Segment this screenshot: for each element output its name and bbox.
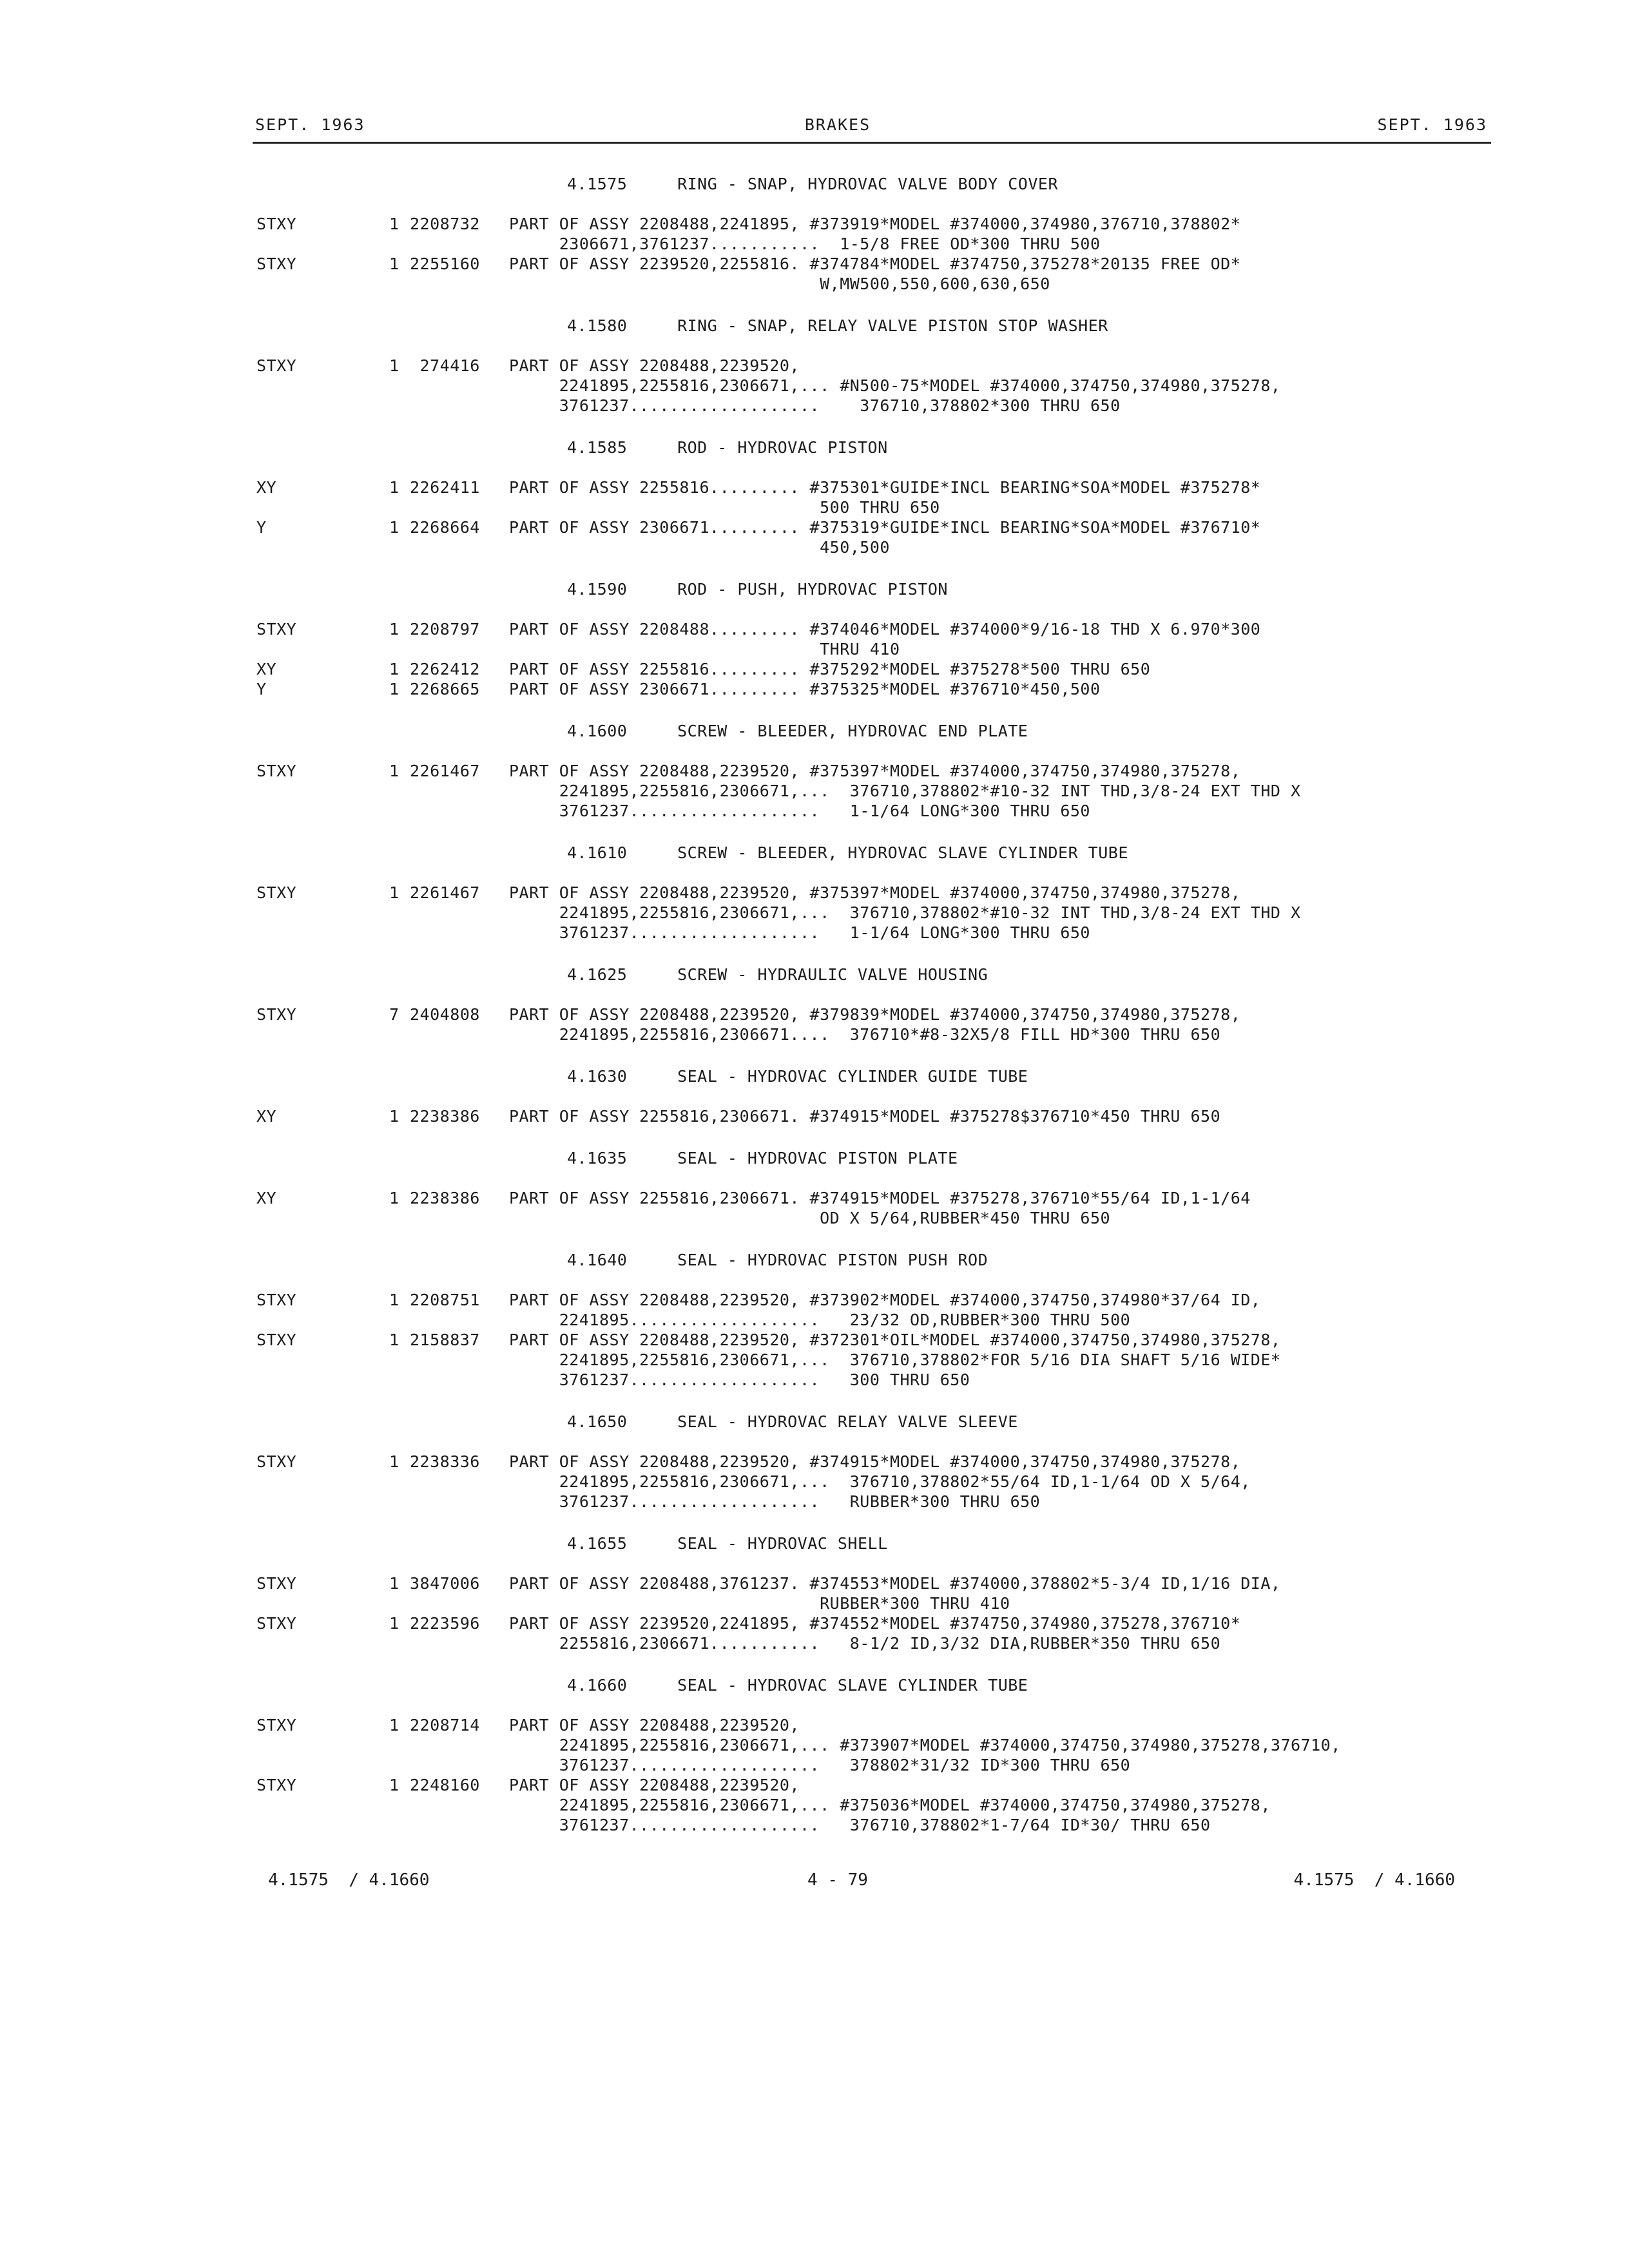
part-number: 2158837 bbox=[410, 1331, 480, 1349]
model-code: STXY bbox=[256, 1005, 297, 1024]
model-code: STXY bbox=[256, 1574, 297, 1593]
description-line: W,MW500,550,600,630,650 bbox=[509, 274, 1050, 293]
quantity: 1 bbox=[389, 1189, 400, 1207]
quantity: 1 bbox=[389, 680, 400, 698]
model-code: STXY bbox=[256, 1452, 297, 1471]
model-code: STXY bbox=[256, 255, 297, 273]
description-line: 3761237................... 376710,378802*1-7/64 ID*30/ THRU 650 bbox=[509, 1816, 1211, 1834]
quantity: 1 bbox=[389, 356, 400, 375]
part-number: 2262412 bbox=[410, 660, 480, 678]
model-code: STXY bbox=[256, 762, 297, 780]
model-code: STXY bbox=[256, 1776, 297, 1794]
quantity: 1 bbox=[389, 1614, 400, 1633]
description-line: PART OF ASSY 2255816,2306671. #374915*MODEL #375278$376710*450 THRU 650 bbox=[509, 1107, 1221, 1126]
description-line: OD X 5/64,RUBBER*450 THRU 650 bbox=[509, 1209, 1111, 1227]
quantity: 1 bbox=[389, 1716, 400, 1735]
description-line: 2241895,2255816,2306671.... 376710*#8-32X5/8 FILL HD*300 THRU 650 bbox=[509, 1025, 1221, 1044]
section-heading: 4.1580 RING - SNAP, RELAY VALVE PISTON STOP WASHER bbox=[567, 316, 1108, 335]
model-code: STXY bbox=[256, 356, 297, 375]
description-line: 3761237................... 300 THRU 650 bbox=[509, 1370, 970, 1389]
description-line: RUBBER*300 THRU 410 bbox=[509, 1594, 1010, 1613]
section-heading: 4.1635 SEAL - HYDROVAC PISTON PLATE bbox=[567, 1149, 958, 1168]
description-line: PART OF ASSY 2208488,2239520, #375397*MODEL #374000,374750,374980,375278, bbox=[509, 762, 1241, 780]
part-number: 2208714 bbox=[410, 1716, 480, 1735]
header-date-left: SEPT. 1963 bbox=[255, 115, 365, 134]
description-line: 2241895,2255816,2306671,... #375036*MODEL #374000,374750,374980,375278, bbox=[509, 1796, 1271, 1814]
description-line: PART OF ASSY 2208488,2239520, #374915*MODEL #374000,374750,374980,375278, bbox=[509, 1452, 1241, 1471]
section-heading: 4.1640 SEAL - HYDROVAC PISTON PUSH ROD bbox=[567, 1251, 988, 1269]
model-code: XY bbox=[256, 1189, 277, 1207]
part-number: 2261467 bbox=[410, 883, 480, 902]
footer-range-left: 4.1575 / 4.1660 bbox=[268, 1870, 430, 1890]
header-title: BRAKES bbox=[804, 115, 871, 134]
description-line: PART OF ASSY 2208488......... #374046*MODEL #374000*9/16-18 THD X 6.970*300 bbox=[509, 620, 1261, 639]
section-heading: 4.1650 SEAL - HYDROVAC RELAY VALVE SLEEVE bbox=[567, 1412, 1018, 1431]
quantity: 1 bbox=[389, 215, 400, 233]
description-line: PART OF ASSY 2255816......... #375292*MODEL #375278*500 THRU 650 bbox=[509, 660, 1151, 678]
quantity: 1 bbox=[389, 1574, 400, 1593]
part-number: 2261467 bbox=[410, 762, 480, 780]
description-line: PART OF ASSY 2208488,2239520, #379839*MODEL #374000,374750,374980,375278, bbox=[509, 1005, 1241, 1024]
model-code: XY bbox=[256, 1107, 277, 1126]
description-line: 2241895,2255816,2306671,... #373907*MODEL #374000,374750,374980,375278,376710, bbox=[509, 1736, 1341, 1754]
part-number: 2255160 bbox=[410, 255, 480, 273]
model-code: STXY bbox=[256, 883, 297, 902]
description-line: PART OF ASSY 2208488,2239520, #372301*OIL*MODEL #374000,374750,374980,375278, bbox=[509, 1331, 1281, 1349]
description-line: 3761237................... 1-1/64 LONG*300 THRU 650 bbox=[509, 802, 1090, 820]
description-line: PART OF ASSY 2208488,2239520, bbox=[509, 1776, 800, 1794]
part-number: 2208751 bbox=[410, 1291, 480, 1309]
quantity: 1 bbox=[389, 518, 400, 537]
description-line: 2241895,2255816,2306671,... 376710,378802*#10-32 INT THD,3/8-24 EXT THD X bbox=[509, 782, 1301, 800]
description-line: 2241895,2255816,2306671,... 376710,378802*FOR 5/16 DIA SHAFT 5/16 WIDE* bbox=[509, 1350, 1281, 1369]
section-heading: 4.1610 SCREW - BLEEDER, HYDROVAC SLAVE CYLINDER TUBE bbox=[567, 843, 1128, 862]
section-heading: 4.1575 RING - SNAP, HYDROVAC VALVE BODY COVER bbox=[567, 175, 1059, 193]
description-line: PART OF ASSY 2208488,2239520, bbox=[509, 1716, 800, 1735]
description-line: 500 THRU 650 bbox=[509, 498, 940, 517]
part-number: 2238336 bbox=[410, 1452, 480, 1471]
description-line: 2241895,2255816,2306671,... 376710,378802*55/64 ID,1-1/64 OD X 5/64, bbox=[509, 1472, 1251, 1491]
part-number: 2268665 bbox=[410, 680, 480, 698]
part-number: 2262411 bbox=[410, 478, 480, 497]
model-code: Y bbox=[256, 680, 267, 698]
part-number: 2248160 bbox=[410, 1776, 480, 1794]
part-number: 274416 bbox=[410, 356, 480, 375]
section-heading: 4.1655 SEAL - HYDROVAC SHELL bbox=[567, 1534, 888, 1553]
part-number: 2208732 bbox=[410, 215, 480, 233]
quantity: 1 bbox=[389, 478, 400, 497]
description-line: PART OF ASSY 2306671......... #375325*MODEL #376710*450,500 bbox=[509, 680, 1101, 698]
model-code: STXY bbox=[256, 1716, 297, 1735]
quantity: 7 bbox=[389, 1005, 400, 1024]
description-line: PART OF ASSY 2239520,2255816. #374784*MODEL #374750,375278*20135 FREE OD* bbox=[509, 255, 1241, 273]
part-number: 2268664 bbox=[410, 518, 480, 537]
model-code: Y bbox=[256, 518, 267, 537]
description-line: 3761237................... 1-1/64 LONG*300 THRU 650 bbox=[509, 923, 1090, 942]
section-heading: 4.1660 SEAL - HYDROVAC SLAVE CYLINDER TUBE bbox=[567, 1676, 1028, 1695]
description-line: 2306671,3761237........... 1-5/8 FREE OD*300 THRU 500 bbox=[509, 235, 1101, 253]
header-date-right: SEPT. 1963 bbox=[1377, 115, 1487, 134]
quantity: 1 bbox=[389, 1452, 400, 1471]
model-code: XY bbox=[256, 478, 277, 497]
description-line: 2241895,2255816,2306671,... #N500-75*MODEL #374000,374750,374980,375278, bbox=[509, 376, 1281, 395]
part-number: 2238386 bbox=[410, 1107, 480, 1126]
description-line: PART OF ASSY 2306671......... #375319*GUIDE*INCL BEARING*SOA*MODEL #376710* bbox=[509, 518, 1261, 537]
section-heading: 4.1590 ROD - PUSH, HYDROVAC PISTON bbox=[567, 580, 948, 599]
description-line: 3761237................... RUBBER*300 THRU 650 bbox=[509, 1492, 1041, 1511]
section-heading: 4.1600 SCREW - BLEEDER, HYDROVAC END PLATE bbox=[567, 722, 1028, 740]
section-heading: 4.1585 ROD - HYDROVAC PISTON bbox=[567, 438, 888, 457]
description-line: PART OF ASSY 2255816,2306671. #374915*MODEL #375278,376710*55/64 ID,1-1/64 bbox=[509, 1189, 1251, 1207]
quantity: 1 bbox=[389, 660, 400, 678]
description-line: 2241895,2255816,2306671,... 376710,378802*#10-32 INT THD,3/8-24 EXT THD X bbox=[509, 903, 1301, 922]
description-line: PART OF ASSY 2255816......... #375301*GUIDE*INCL BEARING*SOA*MODEL #375278* bbox=[509, 478, 1261, 497]
model-code: STXY bbox=[256, 215, 297, 233]
model-code: STXY bbox=[256, 1291, 297, 1309]
description-line: PART OF ASSY 2208488,2239520, #373902*MODEL #374000,374750,374980*37/64 ID, bbox=[509, 1291, 1261, 1309]
description-line: PART OF ASSY 2208488,2239520, bbox=[509, 356, 800, 375]
quantity: 1 bbox=[389, 1776, 400, 1794]
quantity: 1 bbox=[389, 1107, 400, 1126]
footer-range-right: 4.1575 / 4.1660 bbox=[1293, 1870, 1455, 1890]
description-line: 2255816,2306671........... 8-1/2 ID,3/32 DIA,RUBBER*350 THRU 650 bbox=[509, 1634, 1221, 1653]
description-line: 3761237................... 378802*31/32 ID*300 THRU 650 bbox=[509, 1756, 1131, 1774]
description-line: 3761237................... 376710,378802*300 THRU 650 bbox=[509, 396, 1121, 415]
description-line: PART OF ASSY 2208488,2239520, #375397*MODEL #374000,374750,374980,375278, bbox=[509, 883, 1241, 902]
part-number: 2223596 bbox=[410, 1614, 480, 1633]
quantity: 1 bbox=[389, 1291, 400, 1309]
description-line: THRU 410 bbox=[509, 640, 900, 658]
description-line: 450,500 bbox=[509, 538, 890, 557]
quantity: 1 bbox=[389, 1331, 400, 1349]
quantity: 1 bbox=[389, 762, 400, 780]
page-number: 4 - 79 bbox=[807, 1870, 868, 1890]
part-number: 3847006 bbox=[410, 1574, 480, 1593]
section-heading: 4.1625 SCREW - HYDRAULIC VALVE HOUSING bbox=[567, 965, 988, 984]
quantity: 1 bbox=[389, 883, 400, 902]
header-rule bbox=[253, 142, 1491, 144]
model-code: STXY bbox=[256, 620, 297, 639]
description-line: PART OF ASSY 2208488,3761237. #374553*MODEL #374000,378802*5-3/4 ID,1/16 DIA, bbox=[509, 1574, 1281, 1593]
section-heading: 4.1630 SEAL - HYDROVAC CYLINDER GUIDE TUBE bbox=[567, 1067, 1028, 1086]
model-code: STXY bbox=[256, 1614, 297, 1633]
part-number: 2208797 bbox=[410, 620, 480, 639]
description-line: PART OF ASSY 2239520,2241895, #374552*MODEL #374750,374980,375278,376710* bbox=[509, 1614, 1241, 1633]
quantity: 1 bbox=[389, 255, 400, 273]
part-number: 2404808 bbox=[410, 1005, 480, 1024]
description-line: PART OF ASSY 2208488,2241895, #373919*MODEL #374000,374980,376710,378802* bbox=[509, 215, 1241, 233]
description-line: 2241895................... 23/32 OD,RUBBER*300 THRU 500 bbox=[509, 1311, 1131, 1329]
quantity: 1 bbox=[389, 620, 400, 639]
part-number: 2238386 bbox=[410, 1189, 480, 1207]
model-code: XY bbox=[256, 660, 277, 678]
model-code: STXY bbox=[256, 1331, 297, 1349]
